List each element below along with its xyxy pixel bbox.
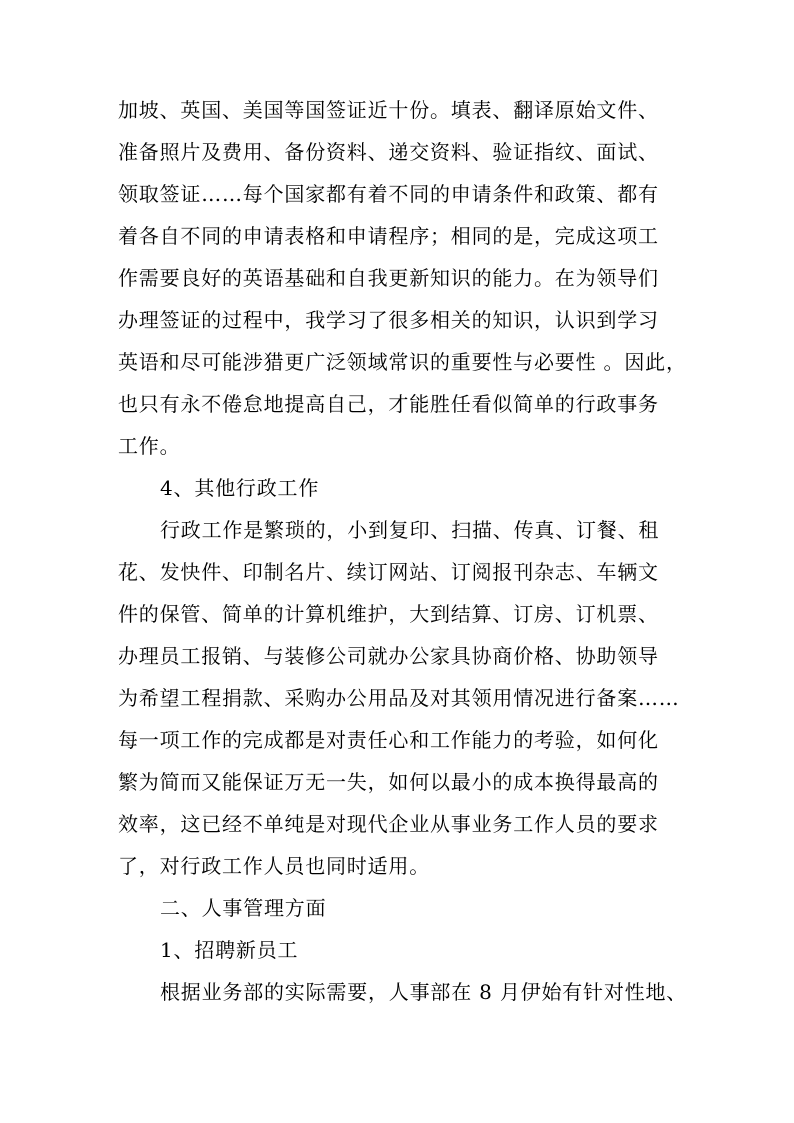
text-line: 了，对行政工作人员也同时适用。 [118, 854, 430, 878]
paragraph-first-line: 行政工作是繁琐的，小到复印、扫描、传真、订餐、租 [160, 518, 660, 542]
text-line: 每一项工作的完成都是对责任心和工作能力的考验，如何化 [118, 728, 659, 752]
section-heading: 4、其他行政工作 [160, 476, 320, 500]
paragraph-first-line: 根据业务部的实际需要，人事部在 8 月伊始有针对性地、 [160, 980, 688, 1004]
text-line: 效率，这已经不单纯是对现代企业从事业务工作人员的要求 [118, 812, 659, 836]
text-line: 办理员工报销、与装修公司就办公家具协商价格、协助领导 [118, 644, 659, 668]
text-line: 工作。 [118, 434, 181, 458]
text-line: 作需要良好的英语基础和自我更新知识的能力。在为领导们 [118, 266, 659, 290]
subsection-heading: 1、招聘新员工 [160, 938, 299, 962]
section-heading: 二、人事管理方面 [160, 896, 327, 920]
text-line: 加坡、英国、美国等国签证近十份。填表、翻译原始文件、 [118, 98, 659, 122]
text-line: 领取签证……每个国家都有着不同的申请条件和政策、都有 [118, 182, 659, 206]
text-line: 繁为简而又能保证万无一失，如何以最小的成本换得最高的 [118, 770, 659, 794]
text-line: 也只有永不倦怠地提高自己，才能胜任看似简单的行政事务 [118, 392, 659, 416]
text-line: 办理签证的过程中，我学习了很多相关的知识，认识到学习 [118, 308, 659, 332]
text-line: 为希望工程捐款、采购办公用品及对其领用情况进行备案…… [118, 686, 680, 710]
text-line: 花、发快件、印制名片、续订网站、订阅报刊杂志、车辆文 [118, 560, 659, 584]
text-line: 准备照片及费用、备份资料、递交资料、验证指纹、面试、 [118, 140, 659, 164]
text-line: 英语和尽可能涉猎更广泛领域常识的重要性与必要性 。因此， [118, 350, 687, 374]
text-line: 件的保管、简单的计算机维护，大到结算、订房、订机票、 [118, 602, 659, 626]
text-line: 着各自不同的申请表格和申请程序；相同的是，完成这项工 [118, 224, 659, 248]
